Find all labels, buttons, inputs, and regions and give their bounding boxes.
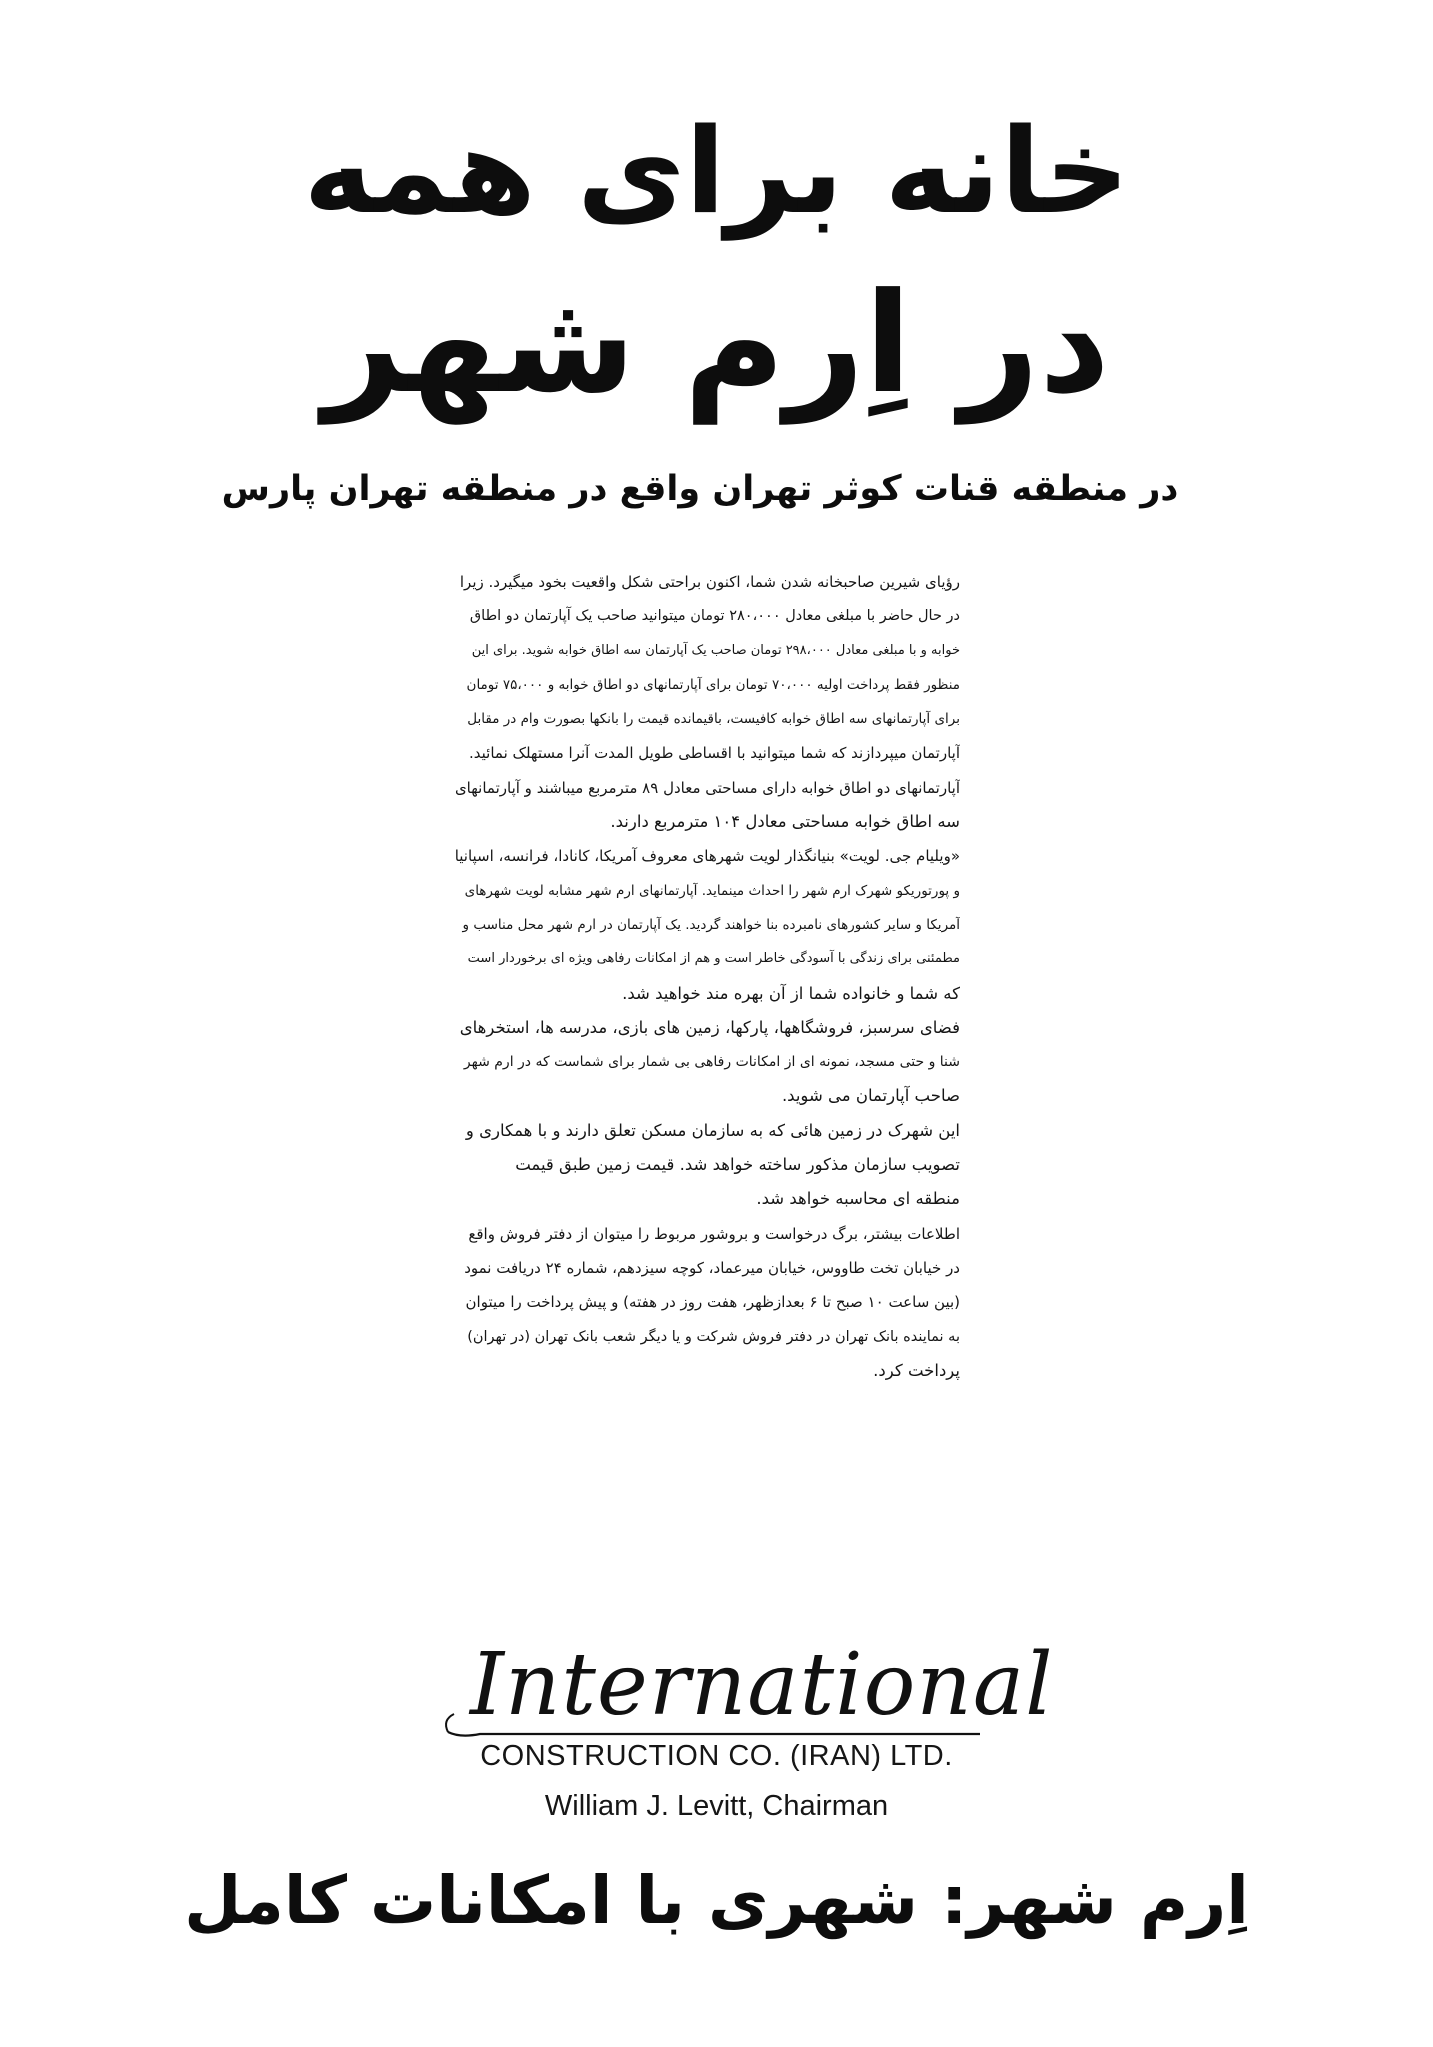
body-line: در خیابان تخت طاووس، خیابان میرعماد، کوچه سیزدهم، شماره ۲۴ دریافت نمود	[464, 1258, 960, 1277]
body-line: برای آپارتمانهای سه اطاق خوابه کافیست، باقیمانده قیمت را بانکها بصورت وام در مقابل	[467, 711, 960, 728]
body-paragraph	[455, 839, 960, 1010]
body-paragraph	[455, 565, 960, 771]
headline-line-2: در اِرم شهر	[323, 263, 1110, 424]
body-line: پرداخت کرد.	[873, 1360, 960, 1380]
body-line: خوابه و با مبلغی معادل ۲۹۸،۰۰۰ تومان صاحب یک آپارتمان سه اطاق خوابه شوید. برای این	[471, 642, 960, 658]
body-line: تصویب سازمان مذکور ساخته خواهد شد. قیمت زمین طبق قیمت	[515, 1155, 960, 1175]
body-text	[455, 565, 960, 1388]
body-line: «ویلیام جی. لویت» بنیانگذار لویت شهرهای معروف آمریکا، کانادا، فرانسه، اسپانیا	[455, 847, 960, 866]
tagline: اِرم شهر: شهری با امکانات کامل	[184, 1862, 1249, 1939]
body-line: شنا و حتی مسجد، نمونه ای از امکانات رفاهی بی شمار برای شماست که در ارم شهر	[463, 1054, 960, 1071]
subheadline: در منطقه قنات کوثر تهران واقع در منطقه تهران پارس	[221, 469, 1179, 509]
body-paragraph	[455, 1011, 960, 1114]
body-line: منطقه ای محاسبه خواهد شد.	[756, 1189, 960, 1209]
body-paragraph	[455, 1217, 960, 1388]
body-line: سه اطاق خوابه مساحتی معادل ۱۰۴ مترمربع دارند.	[610, 812, 960, 832]
body-line: آمریکا و سایر کشورهای نامبرده بنا خواهند گردید. یک آپارتمان در ارم شهر محل مناسب و	[462, 916, 960, 933]
body-line: در حال حاضر با مبلغی معادل ۲۸۰،۰۰۰ تومان میتوانید صاحب یک آپارتمان دو اطاق	[469, 608, 960, 625]
company-logo	[440, 1635, 1054, 1735]
logo-wordmark: International	[470, 1635, 1054, 1735]
headline-line-1: خانه برای همه	[303, 102, 1130, 240]
body-line: و پورتوریکو شهرک ارم شهر را احداث مینماید. آپارتمانهای ارم شهر مشابه لویت شهرهای	[464, 882, 960, 899]
body-paragraph	[455, 771, 960, 840]
body-line: که شما و خانواده شما از آن بهره مند خواهید شد.	[622, 983, 960, 1003]
body-line: مطمئنی برای زندگی با آسودگی خاطر است و هم از امکانات رفاهی ویژه ای برخوردار است	[467, 951, 960, 967]
body-line: آپارتمانهای دو اطاق خوابه دارای مساحتی معادل ۸۹ مترمربع میباشند و آپارتمانهای	[455, 778, 960, 797]
chairman-line: William J. Levitt, Chairman	[544, 1790, 889, 1822]
body-line: منظور فقط پرداخت اولیه ۷۰،۰۰۰ تومان برای آپارتمانهای دو اطاق خوابه و ۷۵،۰۰۰ تومان	[466, 676, 960, 693]
body-line: اطلاعات بیشتر، برگ درخواست و بروشور مربوط را میتوان از دفتر فروش واقع	[468, 1224, 960, 1243]
body-line: به نماینده بانک تهران در دفتر فروش شرکت و یا دیگر شعب بانک تهران (در تهران)	[467, 1328, 960, 1345]
body-line: آپارتمان میپردازند که شما میتوانید با اقساطی طویل المدت آنرا مستهلک نمائید.	[468, 744, 960, 763]
body-line: (بین ساعت ۱۰ صبح تا ۶ بعدازظهر، هفت روز در هفته) و پیش پرداخت را میتوان	[465, 1293, 960, 1312]
body-line: فضای سرسبز، فروشگاهها، پارکها، زمین های بازی، مدرسه ها، استخرهای	[459, 1017, 960, 1037]
body-line: صاحب آپارتمان می شوید.	[781, 1086, 960, 1106]
body-paragraph	[455, 1114, 960, 1217]
body-line: رؤیای شیرین صاحبخانه شدن شما، اکنون براحتی شکل واقعیت بخود میگیرد. زیرا	[459, 573, 960, 591]
company-name: CONSTRUCTION CO. (IRAN) LTD.	[480, 1740, 953, 1772]
body-line: این شهرک در زمین هائی که به سازمان مسکن تعلق دارند و با همکاری و	[465, 1120, 960, 1140]
